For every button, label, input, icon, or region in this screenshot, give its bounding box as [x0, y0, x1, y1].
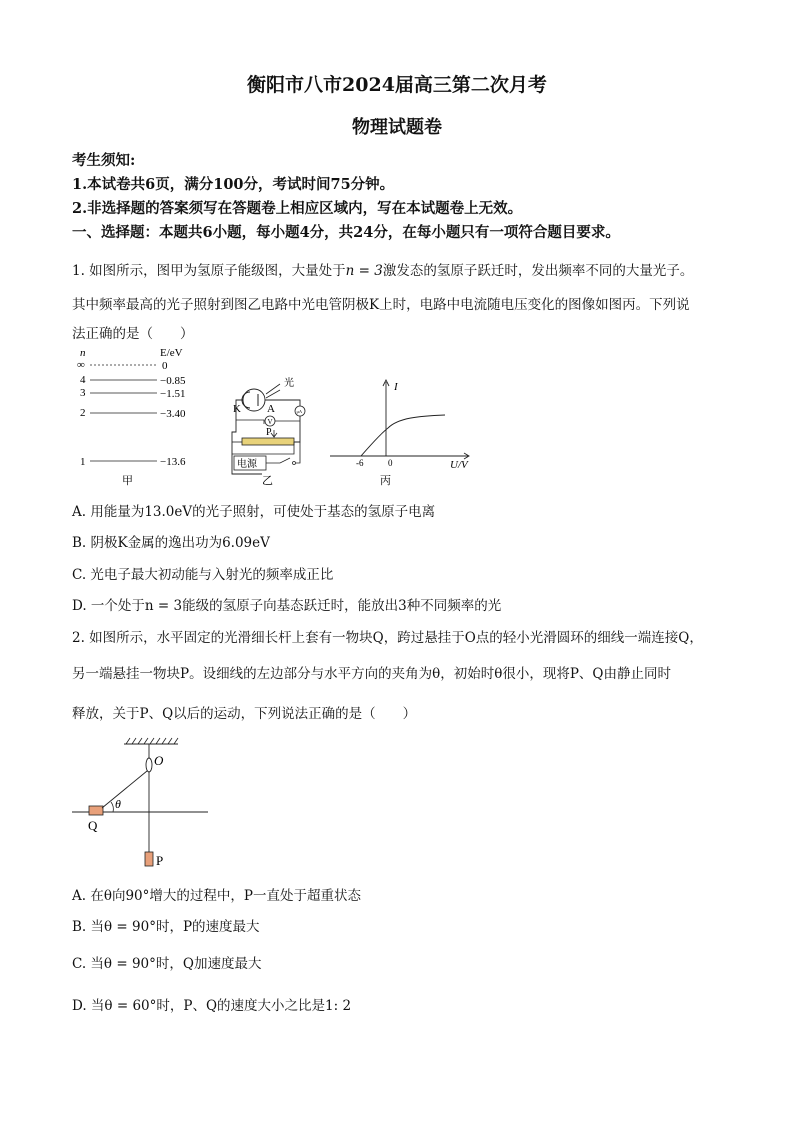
q1-option-c[interactable]: C. 光电子最大初动能与入射光的频率成正比: [72, 567, 334, 583]
wire-right: [294, 416, 300, 442]
switch-contact: [293, 462, 296, 465]
energy-e-label: E/eV: [160, 347, 183, 359]
microammeter-label: μA: [296, 409, 303, 414]
caption-jia: 甲: [122, 475, 133, 487]
q1-stem-line1: [72, 259, 693, 279]
theta-arc: [111, 802, 113, 812]
energy-n-label: n: [80, 347, 86, 359]
level-n-2: 2: [80, 407, 86, 419]
tick-minus-6: -6: [356, 458, 364, 468]
q2-stem-line3: 释放，关于P、Q以后的运动，下列说法正确的是（ ）: [72, 706, 417, 722]
q1-option-d[interactable]: D. 一个处于n = 3能级的氢原子向基态跃迁时，能放出3种不同频率的光: [72, 598, 502, 614]
k-label: K: [233, 403, 241, 415]
q2-option-b[interactable]: B. 当θ = 90°时，P的速度最大: [72, 919, 260, 935]
light-ray-1: [266, 384, 280, 394]
slider-arrow: [271, 430, 277, 437]
q2-option-d[interactable]: D. 当θ = 60°时，P、Q的速度大小之比是1: 2: [72, 998, 352, 1014]
q2-stem-line2: 另一端悬挂一物块P。设细线的左边部分与水平方向的夹角为θ，初始时θ很小，现将P、Q由静止同时: [72, 666, 671, 682]
string-left: [102, 771, 147, 808]
q2-option-c[interactable]: C. 当θ = 90°时，Q加速度最大: [72, 956, 262, 972]
q1-stem-line2: 其中频率最高的光子照射到图乙电路中光电管阴极K上时，电路中电流随电压变化的图像如图丙。下列说: [72, 297, 690, 313]
level-n-3: 3: [80, 387, 86, 399]
p-label: P: [156, 853, 164, 868]
block-q: [89, 806, 103, 815]
voltmeter-label: V: [267, 418, 273, 426]
level-n-4: 4: [80, 374, 86, 386]
switch: [266, 458, 290, 463]
q1-option-a[interactable]: A. 用能量为13.0eV的光子照射，可使处于基态的氢原子电离: [72, 504, 436, 520]
origin-label: 0: [388, 458, 393, 468]
iv-graph: [328, 376, 478, 492]
level-e-3: −1.51: [160, 388, 186, 400]
level-e-4: −0.85: [160, 375, 186, 387]
q1-stem-a: 1. 如图所示，图甲为氢原子能级图，大量处于: [72, 263, 346, 279]
notice-item-1: 1.本试卷共6页，满分100分，考试时间75分钟。: [72, 176, 395, 193]
level-e-inf: 0: [162, 360, 168, 372]
q1-stem-b: 激发态的氢原子跃迁时，发出频率不同的大量光子。: [382, 263, 694, 279]
rheostat: [242, 438, 294, 445]
notice-item-2: 2.非选择题的答案须写在答题卷上相应区域内，写在本试题卷上无效。: [72, 200, 523, 217]
q-label: Q: [88, 818, 98, 833]
energy-level-diagram: [72, 344, 202, 494]
ceiling-hatch: [126, 738, 178, 744]
photoelectric-circuit: [222, 372, 322, 492]
level-n-1: 1: [80, 456, 86, 468]
q1-option-b[interactable]: B. 阴极K金属的逸出功为6.09eV: [72, 535, 270, 551]
notice-heading: 考生须知:: [72, 152, 136, 169]
ring: [146, 758, 152, 772]
level-e-1: −13.6: [160, 456, 186, 468]
q2-stem-line1: 2. 如图所示，水平固定的光滑细长杆上套有一物块Q，跨过悬挂于O点的轻小光滑圆环的细线一端连接Q，: [72, 630, 703, 646]
iv-curve: [361, 415, 445, 456]
p-label: P: [266, 427, 272, 438]
exam-title: 衡阳市八市2024届高三第二次月考: [247, 74, 547, 96]
u-axis-label: U/V: [450, 459, 468, 471]
o-label: O: [154, 753, 164, 768]
i-axis-label: I: [394, 381, 398, 393]
q2-option-a[interactable]: A. 在θ向90°增大的过程中，P一直处于超重状态: [72, 888, 361, 904]
voltmeter-wire-l: [236, 420, 264, 424]
caption-yi: 乙: [262, 475, 273, 487]
wire-switch: [296, 442, 300, 463]
q1-stem-math: n = 3: [345, 263, 383, 279]
power-supply-label: 电源: [237, 459, 257, 470]
light-ray-2: [266, 390, 280, 398]
a-label: A: [267, 403, 275, 415]
phototube: [243, 389, 265, 411]
exam-subtitle: 物理试题卷: [352, 117, 442, 138]
section-heading: 一、选择题：本题共6小题，每小题4分，共24分，在每小题只有一项符合题目要求。: [72, 224, 620, 241]
pulley-diagram: [72, 734, 222, 874]
level-e-2: −3.40: [160, 408, 186, 420]
caption-bing: 丙: [380, 475, 391, 487]
level-n-inf: ∞: [77, 359, 85, 371]
theta-label: θ: [115, 797, 121, 811]
block-p: [145, 852, 153, 866]
q1-stem-line3: 法正确的是（ ）: [72, 326, 194, 342]
light-label: 光: [284, 378, 294, 389]
